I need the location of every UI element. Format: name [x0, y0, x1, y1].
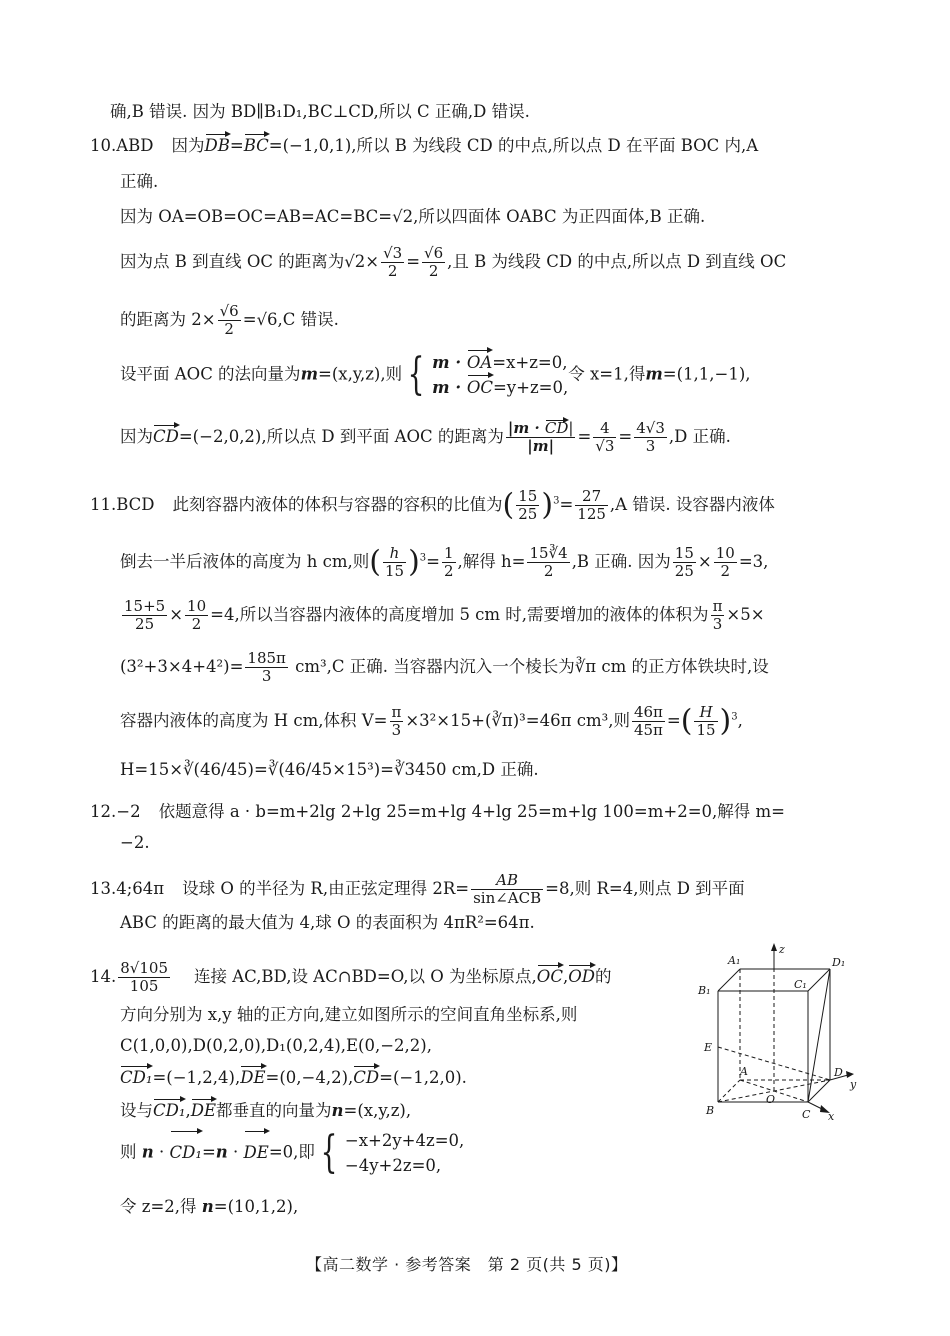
label-C1: C₁	[794, 978, 807, 991]
denominator: 105	[129, 977, 159, 995]
fraction	[442, 545, 456, 580]
text: =(x,y,z),	[343, 1101, 412, 1120]
fraction	[711, 598, 725, 633]
denominator: 2	[720, 562, 731, 580]
text: =	[406, 252, 421, 271]
question-10-line-3	[120, 205, 705, 229]
question-number: 11.	[90, 495, 117, 514]
vector-DE: DE	[191, 1099, 216, 1123]
denominator: √3	[595, 437, 615, 455]
vector-n: n	[201, 1197, 214, 1216]
question-11-line-4	[120, 650, 769, 685]
text: =√6,C 错误.	[242, 310, 339, 329]
fraction	[245, 650, 288, 685]
answer-key: ABD	[116, 136, 154, 155]
answer-key: 4;64π	[116, 879, 165, 898]
question-12-line-1	[90, 800, 785, 824]
vector-CD: CD	[153, 425, 179, 449]
equation-system	[432, 350, 568, 400]
text: 连接 AC,BD,设 AC∩BD=O,以 O 为坐标原点,	[193, 967, 537, 986]
vector-CD: CD	[353, 1066, 379, 1090]
question-14-line-7	[120, 1195, 298, 1219]
fraction	[422, 245, 445, 280]
vector-CD1: CD₁	[120, 1066, 152, 1090]
fraction	[471, 872, 543, 907]
numerator: 15∛4	[529, 544, 568, 562]
vector-n: n	[215, 1142, 228, 1162]
text: ,B 正确. 因为	[571, 552, 671, 571]
numerator: 4√3	[636, 419, 665, 437]
text: 都垂直的向量为	[216, 1101, 332, 1120]
numerator: 10	[187, 597, 207, 615]
numerator: 1	[443, 544, 454, 562]
answer-key: BCD	[116, 495, 155, 514]
question-12-line-2	[120, 831, 150, 855]
text: ,解得 h=	[457, 552, 526, 571]
question-10-line-1	[90, 134, 758, 158]
numerator	[506, 420, 576, 438]
vector-CD1: CD₁	[153, 1099, 185, 1123]
numerator: √3	[383, 244, 403, 262]
label-B: B	[706, 1104, 715, 1117]
question-11-line-6	[120, 758, 539, 782]
question-14-line-5: 设与CD₁,DE都垂直的向量为n=(x,y,z),	[120, 1099, 411, 1123]
fraction	[632, 704, 665, 739]
numerator: 10	[715, 544, 735, 562]
question-10-line-4	[120, 245, 786, 280]
numerator: √6	[424, 244, 444, 262]
text: m ·	[432, 353, 467, 372]
text: 确,B 错误. 因为 BD∥B₁D₁,BC⊥CD,所以 C 正确,D 错误.	[110, 102, 530, 121]
text: C(1,0,0),D(0,2,0),D₁(0,2,4),E(0,−2,2),	[120, 1036, 432, 1055]
numerator: 8√105	[120, 959, 168, 977]
question-14-line-6: 则 n · CD₁=n · DE=0,即 { −x+2y+4z=0, −4y+2z=0,	[120, 1127, 465, 1178]
fraction	[516, 488, 539, 523]
fraction	[383, 545, 406, 580]
vector-n: n	[331, 1101, 344, 1120]
fraction	[381, 245, 404, 280]
vector-m: m	[300, 364, 319, 384]
denominator: 2	[387, 262, 398, 280]
vector-OC: OC	[467, 375, 493, 400]
text: cm³,C 正确. 当容器内沉入一个棱长为∛π cm 的正方体铁块时,设	[289, 657, 769, 676]
numerator: 27	[575, 488, 608, 506]
text: =(10,1,2),	[213, 1197, 299, 1216]
denominator: 3	[391, 721, 402, 739]
text: m ·	[432, 378, 467, 397]
question-13-line-1	[90, 872, 745, 907]
question-10-line-2	[120, 170, 158, 194]
text: |m ·	[507, 419, 545, 437]
denominator: 45π	[633, 721, 663, 739]
question-11-line-1: 11.BCD 此刻容器内液体的体积与容器的容积的比值为( $\frac{15}{25}$ )$^3$= $\frac{27}{125}$ ,A 错误. 设容器内液体	[90, 487, 775, 523]
numerator: 4	[593, 420, 616, 438]
text: 设球 O 的半径为 R,由正弦定理得 2R=	[182, 879, 470, 898]
text: H=15×∛(46/45)=∛(46/45×15³)=∛3450 cm,D 正确.	[120, 760, 539, 779]
denominator: 2	[443, 562, 454, 580]
continuation-line	[110, 100, 530, 124]
text: =	[229, 136, 244, 155]
text: =(−1,0,1),所以 B 为线段 CD 的中点,所以点 D 在平面 BOC 内,A	[268, 136, 759, 155]
label-D: D	[834, 1066, 843, 1079]
label-C: C	[802, 1108, 811, 1121]
vector-DE: DE	[244, 1131, 269, 1175]
text: 正确.	[120, 172, 159, 191]
fraction	[185, 598, 208, 633]
text: ,A 错误. 设容器内液体	[609, 495, 775, 514]
text: 因为	[171, 136, 205, 155]
denominator: |m|	[527, 437, 555, 455]
text: =x+z=0,	[492, 353, 568, 372]
text: 倒去一半后液体的高度为 h cm,则	[120, 552, 370, 571]
denominator: 2	[543, 562, 554, 580]
denominator: 2	[428, 262, 439, 280]
answer-key: −2	[116, 802, 141, 821]
label-D1: D₁	[832, 956, 846, 969]
vector-CD: CD	[544, 419, 569, 437]
numerator: π	[391, 703, 402, 721]
text: =(−1,2,4),	[152, 1068, 241, 1087]
text: =y+z=0,	[492, 378, 569, 397]
denominator: 125	[577, 505, 606, 523]
question-14-line-2	[120, 1003, 577, 1027]
question-14-line-1: 14. $\frac{8√105}{105}$ 连接 AC,BD,设 AC∩BD=O,以 O 为坐标原点,OC,OD的	[90, 959, 612, 995]
text: 方向分别为 x,y 轴的正方向,建立如图所示的空间直角坐标系,则	[120, 1005, 578, 1024]
question-number: 14.	[90, 967, 117, 986]
label-A1: A₁	[728, 954, 741, 967]
numerator: 15+5	[124, 597, 166, 615]
numerator: 15	[518, 487, 538, 505]
denominator: 15	[384, 562, 405, 580]
vector-BC: BC	[244, 134, 269, 158]
text: =(−2,0,2),所以点 D 到平面 AOC 的距离为	[178, 427, 504, 446]
denominator: 15	[696, 721, 716, 739]
question-14-line-4	[120, 1066, 467, 1090]
numerator: 46π	[633, 703, 663, 721]
question-11-line-2: 倒去一半后液体的高度为 h cm,则( $\frac{h}{15}$ )$^3$= $\frac{1}{2}$ ,解得 h= $\frac{15∛4}{2}$ ,B 正确. 因为 $\frac{15}{25}$ × $\frac{10}{2}$ =3,	[120, 544, 769, 580]
question-number: 10.	[90, 136, 117, 155]
text: 令 z=2,得	[120, 1197, 202, 1216]
denominator: 3	[261, 667, 272, 685]
text: 因为	[120, 427, 153, 446]
fraction	[390, 704, 404, 739]
text: ×3²×15+(∛π)³=46π cm³,则	[405, 711, 630, 730]
question-number: 13.	[90, 879, 117, 898]
numerator: AB	[471, 872, 543, 890]
vector-n: n	[141, 1142, 154, 1162]
fraction	[527, 545, 569, 580]
label-O: O	[766, 1093, 776, 1106]
denominator: sin∠ACB	[473, 889, 542, 907]
label-y: y	[850, 1078, 857, 1091]
text: (3²+3×4+4²)=	[120, 657, 244, 676]
label-A: A	[740, 1065, 748, 1078]
vector-DB: DB	[205, 134, 230, 158]
text: |	[568, 419, 574, 437]
label-E: E	[704, 1041, 713, 1054]
numerator: √6	[219, 302, 239, 320]
label-B1: B₁	[698, 984, 711, 997]
text: 依题意得 a · b=m+2lg 2+lg 25=m+lg 4+lg 25=m+lg 100=m+2=0,解得 m=	[158, 802, 785, 821]
page-footer: 【高二数学 · 参考答案 第 2 页(共 5 页)】	[306, 1255, 628, 1274]
text: =3,	[738, 552, 769, 571]
vector-OA: OA	[467, 350, 492, 375]
text: ABC 的距离的最大值为 4,球 O 的表面积为 4πR²=64π.	[120, 913, 535, 932]
text: −2.	[120, 833, 150, 852]
denominator: 25	[518, 505, 538, 523]
fraction	[506, 420, 576, 455]
denominator: 3	[712, 615, 723, 633]
denominator: 2	[191, 615, 202, 633]
fraction	[122, 598, 167, 633]
denominator: 25	[135, 615, 155, 633]
text: =(−1,2,0).	[379, 1068, 467, 1087]
equation-system	[345, 1128, 464, 1178]
question-14-line-3	[120, 1034, 432, 1058]
text: 设平面 AOC 的法向量为	[120, 364, 301, 384]
denominator: 2	[224, 320, 234, 338]
question-10-line-7: 因为CD=(−2,0,2),所以点 D 到平面 AOC 的距离为 $\frac{|m \cdot CD|}{|m|}$ = $\frac{4}{√3}$ = $\frac{4√3}{3}$ ,D 正确.	[120, 419, 731, 455]
vector-OD: OD	[568, 965, 595, 989]
text: 因为 OA=OB=OC=AB=AC=BC=√2,所以四面体 OABC 为正四面体,B 正确.	[120, 207, 706, 226]
fraction	[218, 303, 241, 338]
text: 的距离为 2×	[120, 310, 216, 329]
text: ,且 B 为线段 CD 的中点,所以点 D 到直线 OC	[447, 252, 787, 271]
equation: −x+2y+4z=0,	[344, 1131, 465, 1150]
text: 则	[120, 1142, 142, 1162]
text: =(0,−4,2),	[265, 1068, 354, 1087]
vector-CD1: CD₁	[170, 1131, 202, 1175]
text: 设与	[120, 1101, 153, 1120]
text: 此刻容器内液体的体积与容器的容积的比值为	[172, 495, 503, 514]
text: =4,所以当容器内液体的高度增加 5 cm 时,需要增加的液体的体积为	[210, 605, 709, 624]
fraction	[694, 704, 717, 739]
equation: −4y+2z=0,	[344, 1156, 442, 1175]
question-number: 12.	[90, 802, 117, 821]
text: =0,即	[268, 1142, 315, 1162]
fraction	[714, 545, 737, 580]
vector-OC: OC	[537, 965, 563, 989]
fraction	[593, 420, 616, 455]
denominator: 25	[674, 562, 694, 580]
answer-key	[118, 960, 170, 995]
label-x: x	[828, 1110, 835, 1123]
fraction	[673, 545, 696, 580]
text: 容器内液体的高度为 H cm,体积 V=	[120, 711, 388, 730]
brace: {	[407, 349, 425, 400]
text: 令 x=1,得	[568, 364, 646, 384]
vector-DE: DE	[240, 1066, 265, 1090]
question-11-line-5: 容器内液体的高度为 H cm,体积 V= $\frac{\pi}{3}$ ×3²×15+(∛π)³=46π cm³,则 $\frac{46\pi}{45\pi}$ =( $\frac{H}{15}$ )$^3$,	[120, 703, 743, 739]
text: 因为点 B 到直线 OC 的距离为√2×	[120, 252, 380, 271]
brace: {	[320, 1127, 338, 1178]
question-10-line-5	[120, 303, 339, 338]
vector-m: m	[645, 364, 663, 384]
question-10-line-6	[120, 350, 751, 400]
text: =(1,1,−1),	[662, 364, 751, 384]
text: =8,则 R=4,则点 D 到平面	[545, 879, 745, 898]
text: ×5×	[726, 605, 765, 624]
prism-coordinate-figure	[690, 940, 870, 1130]
question-11-line-3: $\frac{15+5}{25}$ × $\frac{10}{2}$ =4,所以当容器内液体的高度增加 5 cm 时,需要增加的液体的体积为 $\frac{\pi}{3}$ ×5×	[124, 597, 765, 633]
text: ,D 正确.	[668, 427, 731, 446]
numerator: h	[383, 545, 406, 563]
fraction	[634, 420, 667, 455]
numerator: H	[694, 704, 717, 722]
denominator: 3	[645, 437, 656, 455]
question-13-line-2	[120, 911, 535, 935]
label-z: z	[779, 943, 785, 956]
numerator: 185π	[247, 649, 286, 667]
fraction	[575, 488, 608, 523]
numerator: π	[712, 597, 723, 615]
numerator: 15	[674, 544, 694, 562]
text: =(x,y,z),则	[318, 364, 403, 384]
text: 的	[594, 967, 612, 986]
